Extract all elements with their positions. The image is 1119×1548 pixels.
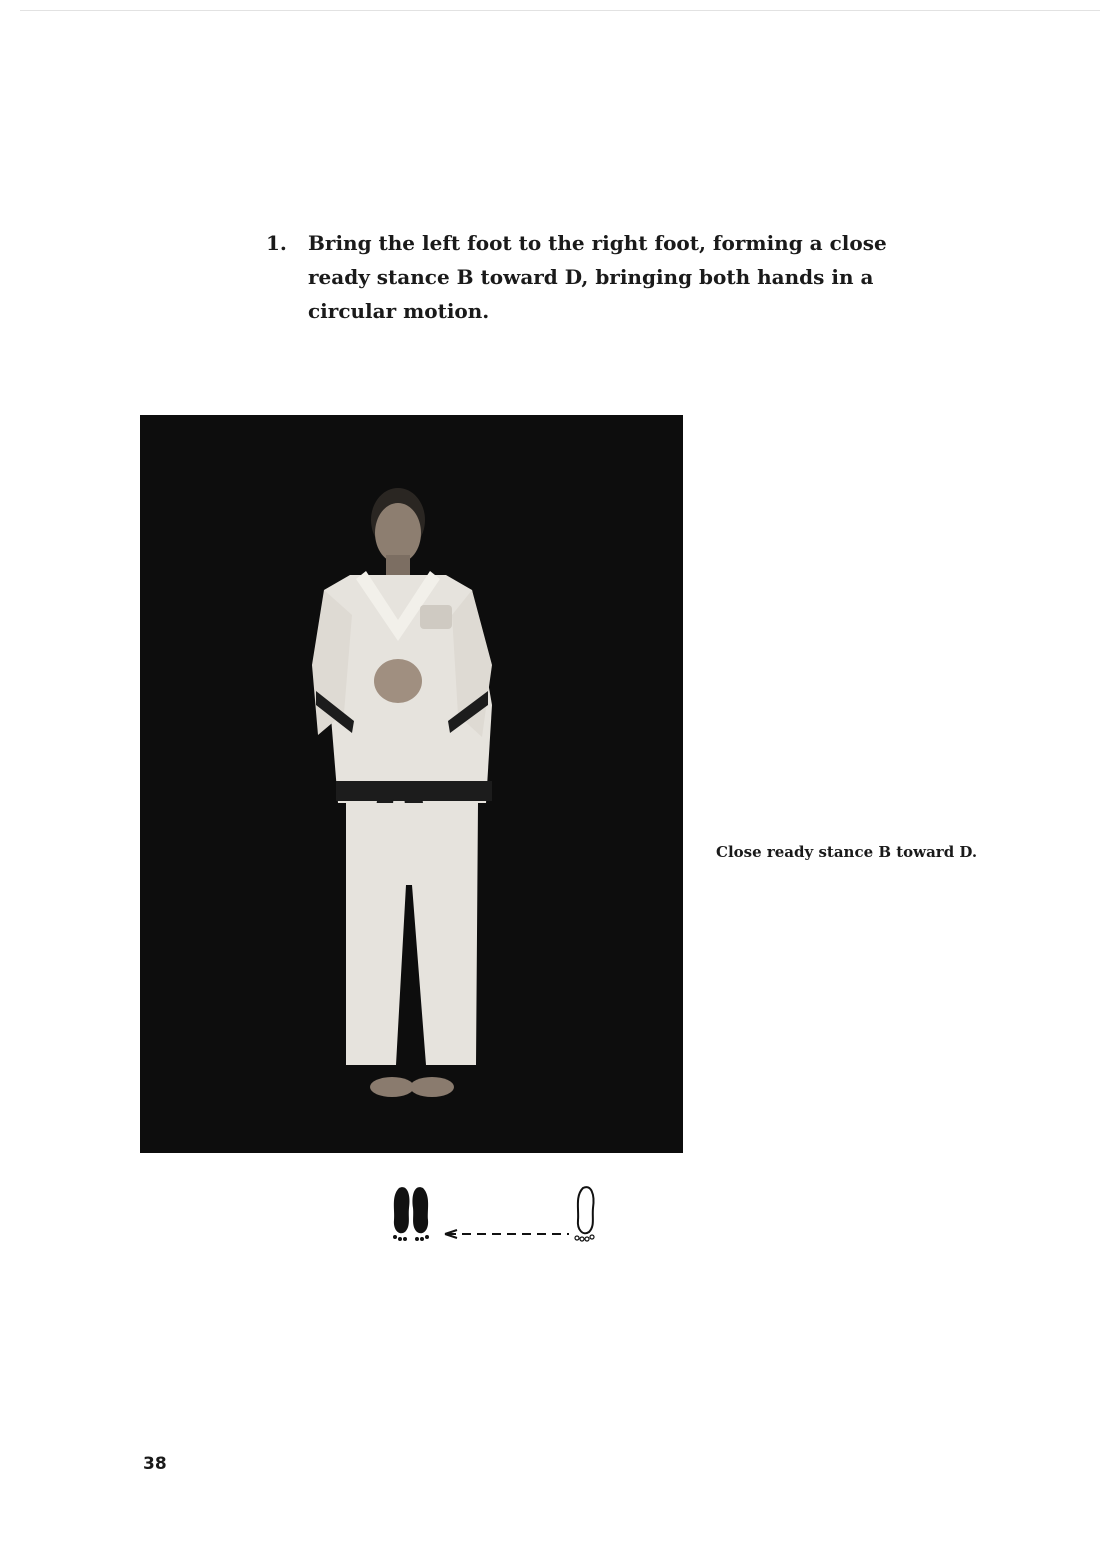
neck <box>386 555 410 577</box>
instruction-step <box>266 226 906 328</box>
foot-outline-icon <box>575 1187 594 1241</box>
figure-caption: Close ready stance B toward D. <box>716 843 978 861</box>
uniform-emblem <box>420 605 452 629</box>
martial-artist-figure <box>140 415 683 1153</box>
step-number: 1. <box>266 231 287 255</box>
step-text: Bring the left foot to the right foot, forming a close ready stance B toward D, bringing both hands in a circular motion. <box>308 231 887 323</box>
left-foot-solid-icon <box>393 1187 410 1241</box>
stance-photo <box>140 415 683 1153</box>
top-rule <box>20 10 1100 11</box>
movement-arrow-icon <box>445 1230 569 1238</box>
page-number: 38 <box>143 1454 167 1474</box>
foot-diagram <box>385 1182 605 1244</box>
foot-movement-diagram <box>385 1182 605 1244</box>
right-foot <box>410 1077 454 1097</box>
clasped-hands <box>374 659 422 703</box>
right-foot-solid-icon <box>412 1187 429 1241</box>
left-foot <box>370 1077 414 1097</box>
head <box>375 503 421 563</box>
